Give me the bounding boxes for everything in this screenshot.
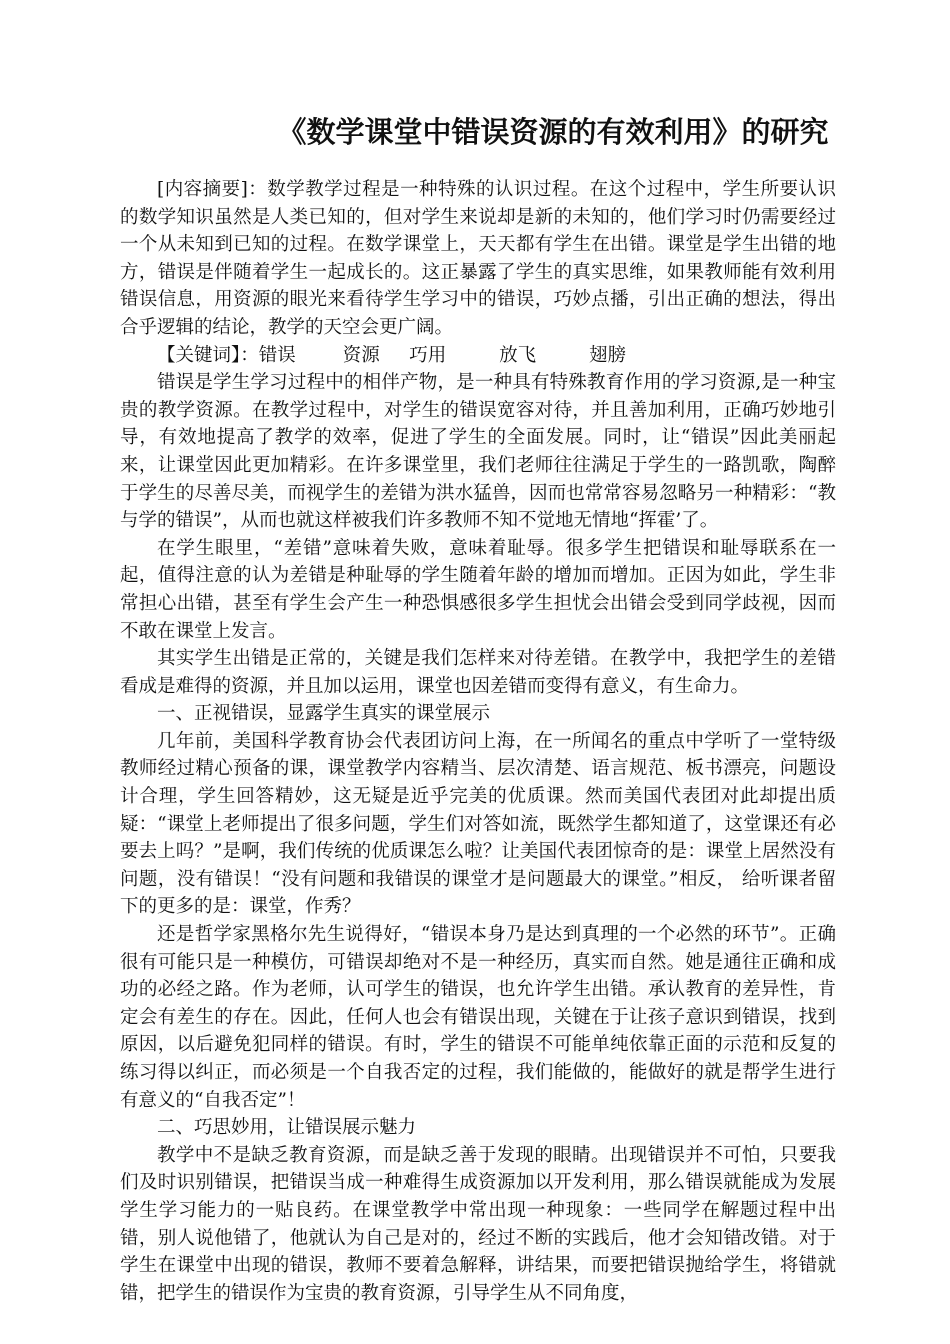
abstract-paragraph: [内容摘要]：数学教学过程是一种特殊的认识过程。在这个过程中，学生所要认识的数学知识虽然是人类已知的，但对学生来说却是新的未知的，他们学习时仍需要经过一个从未知到已知的过程。在数学课堂上，天天都有学生在出错。课堂是学生出错的地方，错误是伴随着学生一起成长的。这正暴露了学生的真实思维，如果教师能有效利用错误信息，用资源的眼光来看待学生学习中的错误，巧妙点播，引出正确的想法，得出合乎逻辑的结论，教学的天空会更广阔。 xyxy=(120,179,836,338)
document-body xyxy=(120,176,836,1307)
body-paragraph: 教学中不是缺乏教育资源，而是缺乏善于发现的眼睛。出现错误并不可怕，只要我们及时识别错误，把错误当成一种难得生成资源加以开发利用，那么错误就能成为发展学生学习能力的一贴良药。在课堂教学中常出现一种现象：一些同学在解题过程中出错，别人说他错了，他就认为自己是对的，经过不断的实践后，他才会知错改错。对于学生在课堂中出现的错误，教师不要着急解释，讲结果，而要把错误抛给学生，将错就错，把学生的错误作为宝贵的教育资源，引导学生从不同角度， xyxy=(120,1144,836,1304)
body-paragraph: 错误是学生学习过程中的相伴产物，是一种具有特殊教育作用的学习资源,是一种宝贵的教学资源。在教学过程中，对学生的错误宽容对待，并且善加利用，正确巧妙地引导，有效地提高了教学的效率，促进了学生的全面发展。同时，让“错误”因此美丽起来，让课堂因此更加精彩。在许多课堂里，我们老师往往满足于学生的一路凯歌，陶醉于学生的尽善尽美，而视学生的差错为洪水猛兽，因而也常常容易忽略另一种精彩：“教与学的错误”，从而也就这样被我们许多教师不知不觉地无情地“挥霍’了。 xyxy=(120,372,836,532)
body-paragraph: 其实学生出错是正常的，关键是我们怎样来对待差错。在教学中，我把学生的差错看成是难得的资源，并且加以运用，课堂也因差错而变得有意义，有生命力。 xyxy=(120,648,836,697)
body-paragraph: 几年前，美国科学教育协会代表团访问上海，在一所闻名的重点中学听了一堂特级教师经过精心预备的课，课堂教学内容精当、层次清楚、语言规范、板书漂亮，问题设计合理，学生回答精妙，这无疑是近乎完美的优质课。然而美国代表团对此却提出质疑：“课堂上老师提出了很多问题，学生们对答如流，既然学生都知道了，这堂课还有必要去上吗？”是啊，我们传统的优质课怎么啦？让美国代表团惊奇的是：课堂上居然没有问题，没有错误！“没有问题和我错误的课堂才是问题最大的课堂。”相反， 给听课者留下的更多的是：课堂，作秀？ xyxy=(120,730,836,918)
section-heading: 二、巧思妙用，让错误展示魅力 xyxy=(157,1117,417,1139)
keywords-line: 【关键词】：错误 资源 巧用 放飞 翅膀 xyxy=(157,344,627,366)
section-heading: 一、正视错误，显露学生真实的课堂展示 xyxy=(157,703,491,725)
document-page xyxy=(120,0,836,1344)
document-title: 《数学课堂中错误资源的有效利用》的研究 xyxy=(277,115,829,149)
body-paragraph: 还是哲学家黑格尔先生说得好，“错误本身乃是达到真理的一个必然的环节”。正确很有可能只是一种模仿，可错误却绝对不是一种经历，真实而自然。她是通往正确和成功的必经之路。作为老师，认可学生的错误，也允许学生出错。承认教育的差异性，肯定会有差生的存在。因此，任何人也会有错误出现，关键在于让孩子意识到错误，找到原因，以后避免犯同样的错误。有时，学生的错误不可能单纯依靠正面的示范和反复的练习得以纠正，而必须是一个自我否定的过程，我们能做的，能做好的就是帮学生进行有意义的“自我否定”！ xyxy=(120,924,836,1111)
body-paragraph: 在学生眼里，“差错”意味着失败，意味着耻辱。很多学生把错误和耻辱联系在一起，值得注意的认为差错是种耻辱的学生随着年龄的增加而增加。正因为如此，学生非常担心出错，甚至有学生会产生一种恐惧感很多学生担忧会出错会受到同学歧视，因而不敢在课堂上发言。 xyxy=(120,537,836,642)
